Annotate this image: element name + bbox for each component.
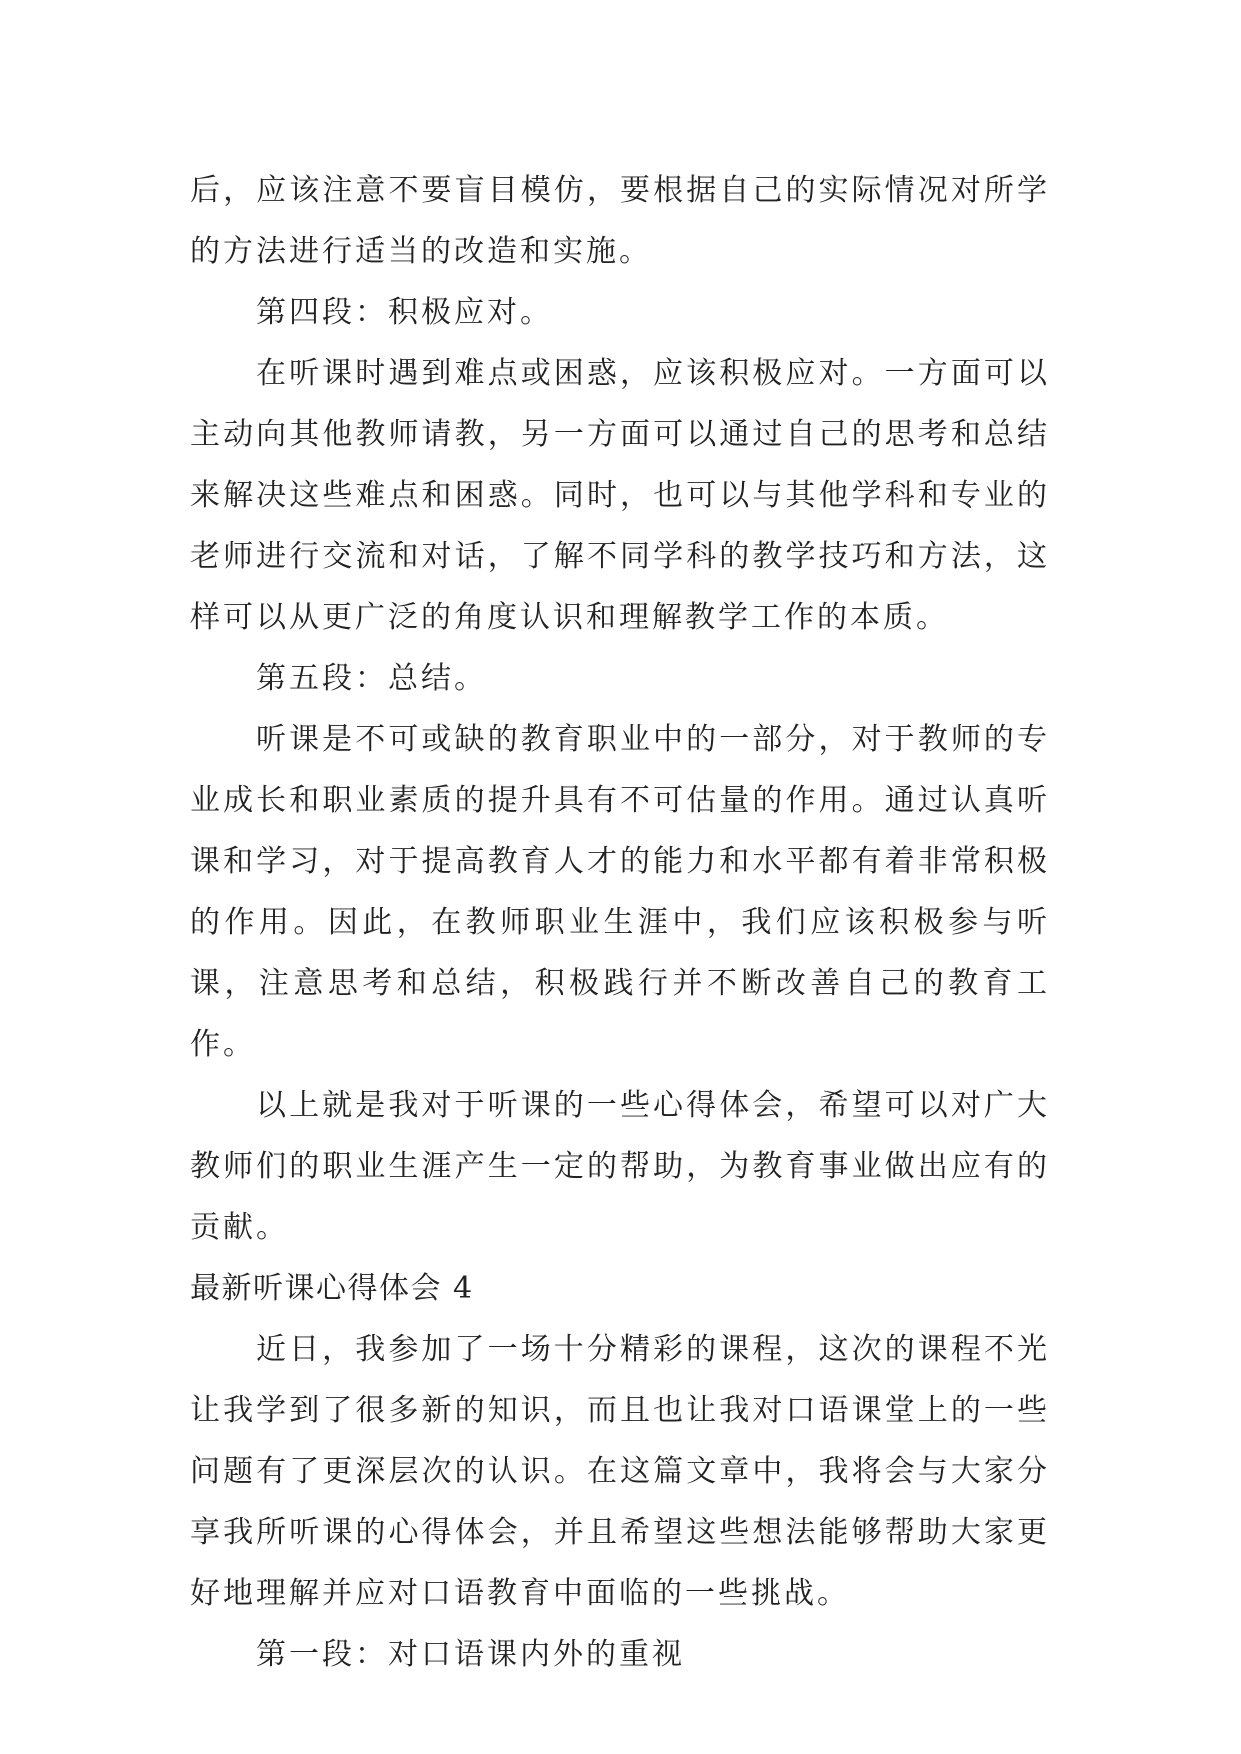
paragraph-body: 以上就是我对于听课的一些心得体会，希望可以对广大教师们的职业生涯产生一定的帮助，为教育事业做出应有的贡献。 <box>190 1088 1050 1245</box>
section-title: 最新听课心得体会 4 <box>190 1271 474 1306</box>
paragraph-heading-section-five: 第五段：总结。 <box>256 661 487 696</box>
document-body <box>190 160 1050 1685</box>
paragraph-heading-section-four: 第四段：积极应对。 <box>256 295 553 330</box>
paragraph-body: 近日，我参加了一场十分精彩的课程，这次的课程不光让我学到了很多新的知识，而且也让我对口语课堂上的一些问题有了更深层次的认识。在这篇文章中，我将会与大家分享我所听课的心得体会，并且希望这些想法能够帮助大家更好地理解并应对口语教育中面临的一些挑战。 <box>190 1332 1050 1611</box>
paragraph-continuation: 后，应该注意不要盲目模仿，要根据自己的实际情况对所学的方法进行适当的改造和实施。 <box>190 173 1050 269</box>
paragraph-body: 在听课时遇到难点或困惑，应该积极应对。一方面可以主动向其他教师请教，另一方面可以通过自己的思考和总结来解决这些难点和困惑。同时，也可以与其他学科和专业的老师进行交流和对话，了解不同学科的教学技巧和方法，这样可以从更广泛的角度认识和理解教学工作的本质。 <box>190 356 1050 635</box>
paragraph-body: 听课是不可或缺的教育职业中的一部分，对于教师的专业成长和职业素质的提升具有不可估量的作用。通过认真听课和学习，对于提高教育人才的能力和水平都有着非常积极的作用。因此，在教师职业生涯中，我们应该积极参与听课，注意思考和总结，积极践行并不断改善自己的教育工作。 <box>190 722 1050 1062</box>
paragraph-heading-section-one: 第一段：对口语课内外的重视 <box>256 1637 685 1672</box>
